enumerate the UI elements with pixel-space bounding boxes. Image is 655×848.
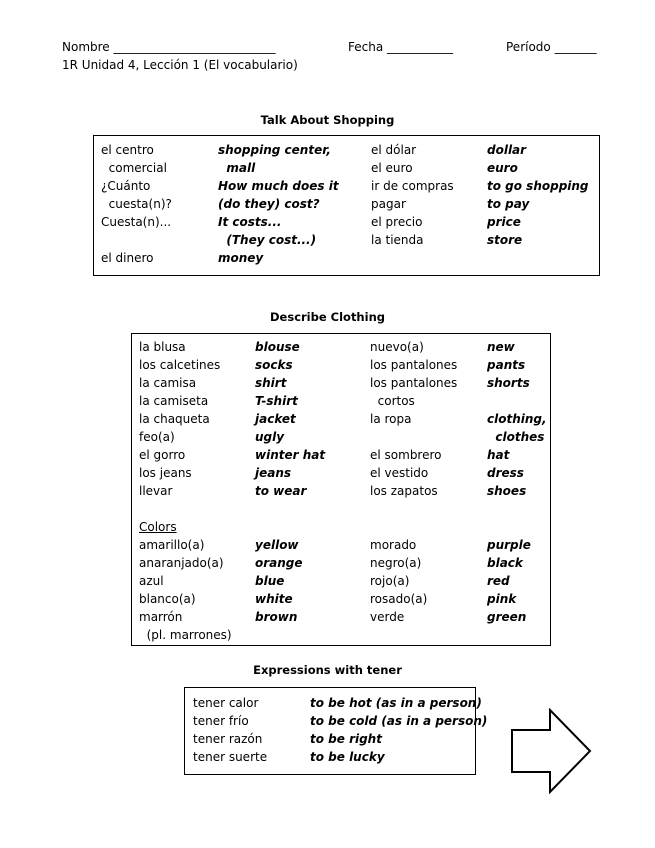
english-term: shopping center, (218, 143, 331, 157)
spanish-term: nuevo(a) (370, 340, 424, 354)
english-term: green (487, 610, 527, 624)
arrow-right-icon (510, 708, 592, 794)
english-term: red (487, 574, 510, 588)
english-term: blue (255, 574, 285, 588)
vocab-box-tener (184, 687, 488, 775)
english-term: (do they) cost? (218, 197, 320, 211)
spanish-term: los zapatos (370, 484, 438, 498)
english-term: How much does it (218, 179, 339, 193)
spanish-term: blanco(a) (139, 592, 196, 606)
vocab-row (185, 712, 488, 730)
fecha-field: Fecha ___________ (348, 40, 453, 54)
vocab-row (132, 428, 550, 446)
vocab-row (132, 464, 550, 482)
vocab-row (185, 694, 482, 712)
english-term: to pay (487, 197, 530, 211)
spanish-term: la camisa (139, 376, 197, 390)
english-term: clothing, (487, 412, 547, 426)
vocab-row (132, 338, 550, 356)
nombre-field: Nombre ___________________________ (62, 40, 276, 54)
worksheet-header (62, 40, 622, 56)
vocab-row (132, 518, 550, 536)
english-term: new (487, 340, 515, 354)
spanish-term: rosado(a) (370, 592, 428, 606)
spanish-term: morado (370, 538, 417, 552)
english-term: purple (487, 538, 531, 552)
english-term: It costs... (218, 215, 282, 229)
english-term: yellow (255, 538, 299, 552)
english-term: to wear (255, 484, 307, 498)
vocab-row (94, 195, 599, 213)
spanish-term: la tienda (371, 233, 424, 247)
vocab-row (132, 410, 550, 428)
vocab-row (132, 590, 550, 608)
english-term: brown (255, 610, 298, 624)
english-term: black (487, 556, 523, 570)
english-term: mall (218, 161, 256, 175)
spanish-term: cortos (370, 394, 415, 408)
vocab-row (132, 500, 550, 518)
english-term: ugly (255, 430, 285, 444)
english-term: shorts (487, 376, 530, 390)
vocab-row (132, 572, 550, 590)
vocab-row (132, 554, 550, 572)
english-term: winter hat (255, 448, 326, 462)
spanish-term: Cuesta(n)... (101, 215, 172, 229)
vocab-row (132, 356, 550, 374)
english-term: clothes (487, 430, 545, 444)
english-term: to go shopping (487, 179, 589, 193)
spanish-term: la blusa (139, 340, 186, 354)
spanish-term: negro(a) (370, 556, 422, 570)
spanish-term: el vestido (370, 466, 429, 480)
vocab-row (132, 608, 550, 626)
spanish-term: azul (139, 574, 164, 588)
spanish-term: comercial (101, 161, 167, 175)
spanish-term: marrón (139, 610, 183, 624)
vocab-row (185, 748, 475, 766)
colors-heading: Colors (139, 520, 177, 534)
spanish-term: anaranjado(a) (139, 556, 224, 570)
spanish-term: la ropa (370, 412, 412, 426)
spanish-term: los pantalones (370, 376, 458, 390)
spanish-term: cuesta(n)? (101, 197, 172, 211)
english-term: pants (487, 358, 526, 372)
english-term: jacket (255, 412, 296, 426)
vocab-row (132, 536, 550, 554)
spanish-term: el dólar (371, 143, 417, 157)
english-term: shirt (255, 376, 287, 390)
spanish-term: pagar (371, 197, 406, 211)
worksheet-subtitle: 1R Unidad 4, Lección 1 (El vocabulario) (62, 58, 298, 72)
english-term: to be lucky (310, 750, 385, 764)
section-title-shopping: Talk About Shopping (260, 113, 395, 127)
english-term: dress (487, 466, 524, 480)
vocab-row (94, 231, 599, 249)
spanish-term: tener frío (193, 714, 249, 728)
spanish-term: el sombrero (370, 448, 442, 462)
english-term: store (487, 233, 523, 247)
vocab-row (132, 374, 550, 392)
vocab-row (94, 213, 599, 231)
spanish-term: los jeans (139, 466, 192, 480)
spanish-term: rojo(a) (370, 574, 410, 588)
english-term: shoes (487, 484, 527, 498)
spanish-term: el gorro (139, 448, 186, 462)
spanish-term: el euro (371, 161, 413, 175)
spanish-term: el dinero (101, 251, 154, 265)
spanish-term: los calcetines (139, 358, 221, 372)
vocab-row (132, 392, 550, 410)
english-term: euro (487, 161, 518, 175)
spanish-term: feo(a) (139, 430, 175, 444)
spanish-term: la camiseta (139, 394, 209, 408)
spanish-term: ¿Cuánto (101, 179, 151, 193)
english-term: (They cost...) (218, 233, 317, 247)
periodo-field: Período _______ (506, 40, 597, 54)
vocab-box-clothing (131, 333, 551, 646)
vocab-row (94, 249, 599, 267)
spanish-term: tener suerte (193, 750, 268, 764)
english-term: orange (255, 556, 303, 570)
english-term: dollar (487, 143, 527, 157)
english-term: pink (487, 592, 517, 606)
vocab-row (132, 446, 550, 464)
spanish-term: tener calor (193, 696, 259, 710)
vocab-row (94, 159, 599, 177)
spanish-term: amarillo(a) (139, 538, 205, 552)
spanish-term: el precio (371, 215, 423, 229)
vocab-row (132, 626, 550, 644)
spanish-term: los pantalones (370, 358, 458, 372)
english-term: T-shirt (255, 394, 298, 408)
section-title-tener: Expressions with tener (253, 663, 402, 677)
vocab-row (94, 177, 599, 195)
english-term: to be cold (as in a person) (310, 714, 488, 728)
vocab-box-shopping (93, 135, 600, 276)
english-term: price (487, 215, 521, 229)
spanish-term: ir de compras (371, 179, 454, 193)
english-term: money (218, 251, 264, 265)
english-term: blouse (255, 340, 300, 354)
vocab-row (132, 482, 550, 500)
spanish-term: la chaqueta (139, 412, 210, 426)
section-title-clothing: Describe Clothing (270, 310, 385, 324)
english-term: socks (255, 358, 293, 372)
english-term: jeans (255, 466, 292, 480)
vocab-row (185, 730, 475, 748)
english-term: hat (487, 448, 510, 462)
spanish-term: (pl. marrones) (139, 628, 232, 642)
english-term: white (255, 592, 293, 606)
spanish-term: el centro (101, 143, 154, 157)
spanish-term: llevar (139, 484, 173, 498)
english-term: to be hot (as in a person) (310, 696, 482, 710)
english-term: to be right (310, 732, 382, 746)
spanish-term: tener razón (193, 732, 263, 746)
spanish-term: verde (370, 610, 405, 624)
vocab-row (94, 141, 599, 159)
